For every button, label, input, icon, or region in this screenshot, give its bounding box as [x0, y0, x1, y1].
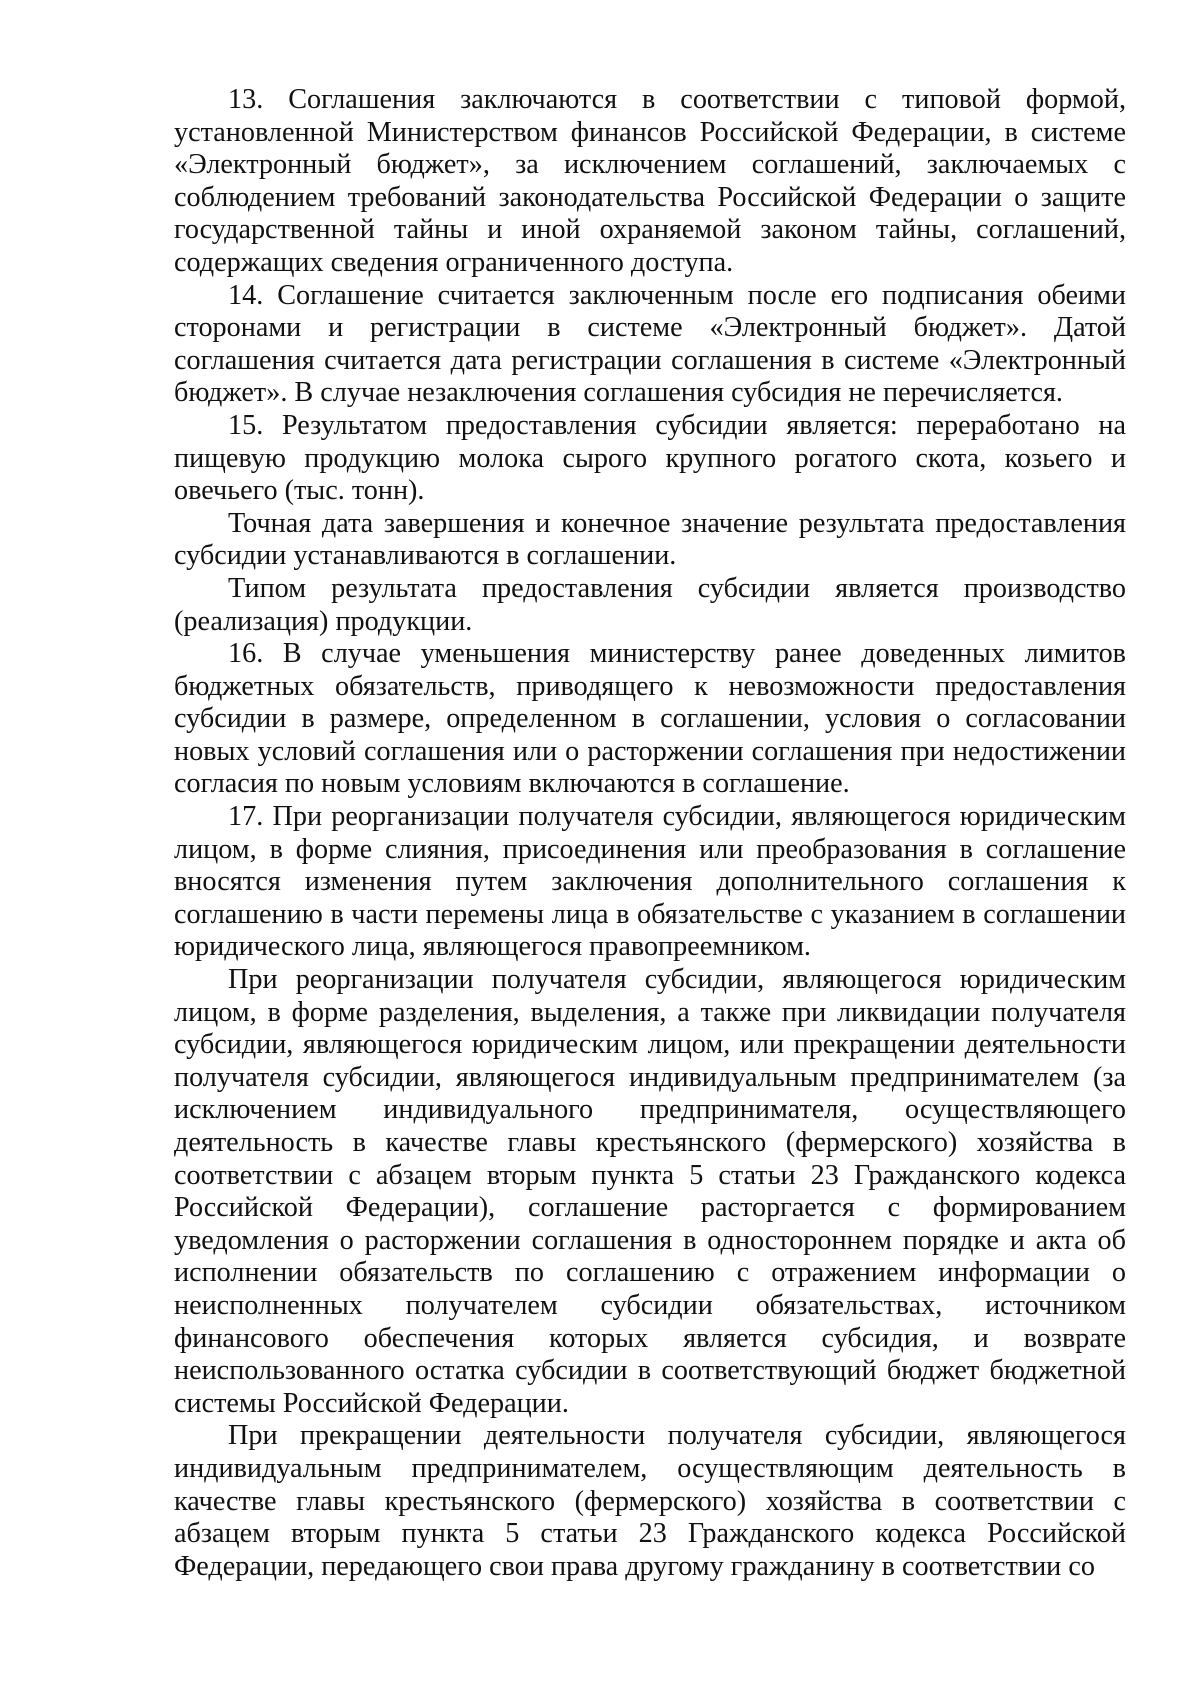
paragraph-reorganization: При реорганизации получателя субсидии, являющегося юридическим лицом, в форме разделения, выделения, а также при ликвидации получателя субсидии, являющегося юридическим лицом, или прекращении деятельности получателя субсидии, являющегося индивидуальным предпринимателем (за исключением индивидуального предпринимателя, осуществляющего деятельность в качестве главы крестьянского (фермерского) хозяйства в соответствии с абзацем вторым пункта 5 статьи 23 Гражданского кодекса Российской Федерации), соглашение расторгается с формированием уведомления о расторжении соглашения в одностороннем порядке и акта об исполнении обязательств по соглашению с отражением информации о неисполненных получателем субсидии обязательствах, источником финансового обеспечения которых является субсидия, и возврате неиспользованного остатка субсидии в соответствующий бюджет бюджетной системы Российской Федерации.: [174, 964, 1126, 1419]
document-page: [174, 84, 1126, 1583]
paragraph-item-14: 14. Соглашение считается заключенным после его подписания обеими сторонами и регистрации в системе «Электронный бюджет». Датой соглашения считается дата регистрации соглашения в системе «Электронный бюджет». В случае незаключения соглашения субсидия не перечисляется.: [174, 279, 1126, 409]
paragraph-item-16: 16. В случае уменьшения министерству ранее доведенных лимитов бюджетных обязательств, приводящего к невозможности предоставления субсидии в размере, определенном в соглашении, условия о согласовании новых условий соглашения или о расторжении соглашения при недостижении согласия по новым условиям включаются в соглашение.: [174, 638, 1126, 800]
paragraph-item-13: 13. Соглашения заключаются в соответствии с типовой формой, установленной Министерством финансов Российской Федерации, в системе «Электронный бюджет», за исключением соглашений, заключаемых с соблюдением требований законодательства Российской Федерации о защите государственной тайны и иной охраняемой законом тайны, соглашений, содержащих сведения ограниченного доступа.: [174, 84, 1126, 278]
paragraph-result-date: Точная дата завершения и конечное значение результата предоставления субсидии устанавливаются в соглашении.: [174, 507, 1126, 572]
paragraph-item-15: 15. Результатом предоставления субсидии является: переработано на пищевую продукцию молока сырого крупного рогатого скота, козьего и овечьего (тыс. тонн).: [174, 409, 1126, 507]
paragraph-result-type: Типом результата предоставления субсидии является производство (реализация) продукции.: [174, 572, 1126, 637]
paragraph-item-17: 17. При реорганизации получателя субсидии, являющегося юридическим лицом, в форме слияния, присоединения или преобразования в соглашение вносятся изменения путем заключения дополнительного соглашения к соглашению в части перемены лица в обязательстве с указанием в соглашении юридического лица, являющегося правопреемником.: [174, 801, 1126, 963]
paragraph-termination: При прекращении деятельности получателя субсидии, являющегося индивидуальным предпринимателем, осуществляющим деятельность в качестве главы крестьянского (фермерского) хозяйства в соответствии с абзацем вторым пункта 5 статьи 23 Гражданского кодекса Российской Федерации, передающего свои права другому гражданину в соответствии со: [174, 1420, 1126, 1582]
